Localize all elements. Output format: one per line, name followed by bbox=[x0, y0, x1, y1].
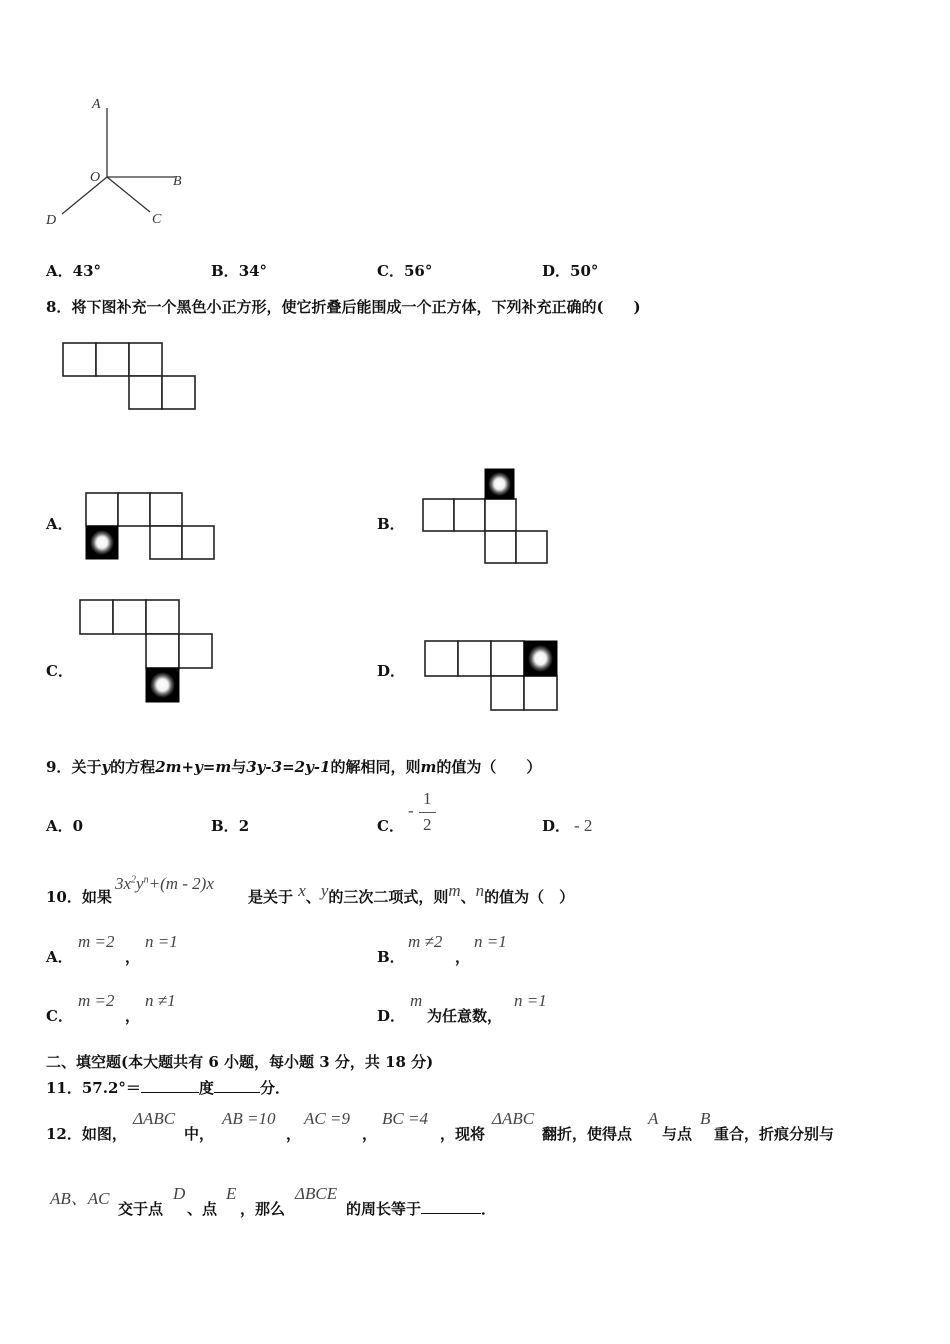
point-label-o: O bbox=[90, 170, 101, 185]
text: 度 bbox=[198, 1079, 214, 1097]
q7-option-c[interactable] bbox=[377, 260, 432, 281]
var-m: m bbox=[420, 758, 437, 776]
option-value: 50° bbox=[570, 262, 599, 280]
fraction-numerator: 1 bbox=[423, 789, 432, 808]
text: 分． bbox=[259, 1079, 290, 1097]
q12-point-a: A bbox=[648, 1109, 659, 1128]
text: 的三次二项式，则 bbox=[328, 888, 449, 906]
q10-option-b-comma: ， bbox=[455, 948, 471, 966]
q10-stem bbox=[248, 881, 575, 907]
option-letter: B． bbox=[211, 817, 239, 835]
q12-triangle-abc: ΔABC bbox=[133, 1109, 176, 1128]
text: 的值为（ ） bbox=[484, 888, 575, 906]
q10-option-b-p2: n =1 bbox=[474, 932, 507, 951]
q10-option-b-p1: m ≠2 bbox=[408, 932, 443, 951]
expr-term: y bbox=[136, 874, 144, 893]
fraction-denominator: 2 bbox=[423, 815, 432, 834]
question-text: 将下图补充一个黑色小正方形，使它折叠后能围成一个正方体，下列补充正确的( ) bbox=[71, 298, 641, 316]
text: 的解相同，则 bbox=[330, 758, 421, 776]
q12-text: 重合，折痕分别与 bbox=[714, 1125, 835, 1143]
q12-text: 、点 bbox=[187, 1200, 218, 1218]
q12-triangle-bce: ΔBCE bbox=[295, 1184, 338, 1203]
q10-option-d-mid: 为任意数， bbox=[427, 1007, 503, 1025]
q10-option-d-p1: m bbox=[410, 991, 423, 1010]
point-label-b: B bbox=[173, 174, 182, 189]
q11-stem bbox=[46, 1077, 290, 1098]
question-number: 11． bbox=[46, 1079, 82, 1097]
option-letter: D． bbox=[542, 817, 571, 835]
answer-blank-perimeter[interactable] bbox=[421, 1213, 481, 1214]
point-label-d: D bbox=[46, 213, 57, 228]
q8-option-b-net[interactable] bbox=[422, 468, 552, 568]
q10-option-c[interactable]: C． bbox=[46, 1007, 73, 1025]
q12-point-e: E bbox=[226, 1184, 237, 1203]
option-letter: B． bbox=[211, 262, 239, 280]
q12-comma: ， bbox=[362, 1125, 378, 1143]
text: 、 bbox=[305, 888, 321, 906]
q12-ab-ac: AB、AC bbox=[50, 1189, 110, 1208]
equation-2: 3y-3=2y-1 bbox=[246, 758, 331, 776]
q9-stem bbox=[46, 756, 541, 777]
q12-point-d: D bbox=[173, 1184, 186, 1203]
text: 的方程 bbox=[110, 758, 156, 776]
q10-option-b[interactable]: B． bbox=[377, 948, 405, 966]
ray-oc bbox=[107, 177, 150, 212]
q10-option-c-p2: n ≠1 bbox=[145, 991, 176, 1010]
option-letter: C． bbox=[377, 817, 404, 835]
q12-text: 与点 bbox=[662, 1125, 693, 1143]
angle-figure bbox=[40, 90, 200, 235]
exponent: n bbox=[143, 874, 149, 886]
question-number: 12． bbox=[46, 1125, 82, 1143]
option-value: 56° bbox=[403, 262, 433, 280]
q9-option-a[interactable] bbox=[46, 815, 83, 836]
text: 的周长等于 bbox=[346, 1200, 422, 1218]
q9-option-c[interactable] bbox=[377, 815, 404, 836]
q12-ac: AC =9 bbox=[304, 1109, 350, 1128]
equation-1: 2m+y=m bbox=[155, 758, 232, 776]
q12-text: ，那么 bbox=[240, 1200, 286, 1218]
q10-option-d[interactable]: D． bbox=[377, 1007, 406, 1025]
expr-term: +(m - 2)x bbox=[148, 874, 214, 893]
q7-option-d[interactable] bbox=[542, 260, 598, 281]
q10-expression bbox=[115, 874, 214, 894]
q10-option-c-p1: m =2 bbox=[78, 991, 115, 1010]
q8-base-net bbox=[62, 342, 202, 414]
q9-option-b[interactable] bbox=[211, 815, 249, 836]
point-label-a: A bbox=[92, 97, 101, 112]
q12-comma: ， bbox=[286, 1125, 302, 1143]
text: 关于 bbox=[71, 758, 102, 776]
point-label-c: C bbox=[152, 212, 162, 227]
var-x: x bbox=[298, 881, 306, 900]
section-title: 二、填空题(本大题共有 6 小题，每小题 3 分，共 18 分) bbox=[46, 1053, 434, 1071]
q10-option-a[interactable]: A． bbox=[46, 948, 73, 966]
q12-point-b: B bbox=[700, 1109, 711, 1128]
option-letter: A． bbox=[46, 817, 73, 835]
ray-od bbox=[62, 177, 107, 214]
q12-triangle-abc-2: ΔABC bbox=[492, 1109, 535, 1128]
exponent: 2 bbox=[131, 874, 137, 886]
var-y: y bbox=[320, 881, 329, 900]
q8-option-b-label[interactable]: B． bbox=[377, 515, 405, 533]
fraction-bar bbox=[419, 812, 436, 813]
q8-option-c-net[interactable] bbox=[79, 599, 219, 709]
text: ． bbox=[481, 1200, 497, 1218]
expr-term: 3x bbox=[115, 874, 132, 893]
option-value: 34° bbox=[238, 262, 268, 280]
option-letter: A． bbox=[46, 262, 73, 280]
q9-option-c-sign: - bbox=[408, 801, 414, 820]
option-value: 0 bbox=[72, 817, 84, 835]
q12-text: 中， bbox=[184, 1125, 215, 1143]
option-letter: D． bbox=[542, 262, 571, 280]
answer-blank-minute[interactable] bbox=[214, 1092, 260, 1093]
var-n: n bbox=[475, 881, 485, 900]
q7-option-a[interactable] bbox=[46, 260, 101, 281]
text: 57.2°＝ bbox=[81, 1079, 141, 1097]
q10-option-a-p2: n =1 bbox=[145, 932, 178, 951]
text: 是关于 bbox=[248, 888, 294, 906]
question-number: 8． bbox=[46, 298, 72, 316]
q9-option-d-value: - 2 bbox=[574, 816, 593, 835]
option-value: 43° bbox=[72, 262, 102, 280]
q8-option-d-label[interactable]: D． bbox=[377, 662, 406, 680]
q12-text: ，现将 bbox=[440, 1125, 486, 1143]
question-number: 10． bbox=[46, 888, 82, 906]
q7-option-b[interactable] bbox=[211, 260, 267, 281]
q10-option-d-p2: n =1 bbox=[514, 991, 547, 1010]
text: 与 bbox=[231, 758, 247, 776]
text: 、 bbox=[460, 888, 476, 906]
q10-option-c-comma: ， bbox=[125, 1007, 141, 1025]
text: 如图， bbox=[81, 1125, 127, 1143]
option-value: 2 bbox=[238, 817, 250, 835]
q8-option-a-net[interactable] bbox=[85, 492, 220, 564]
q12-ab: AB =10 bbox=[222, 1109, 276, 1128]
q8-option-d-net[interactable] bbox=[424, 640, 564, 714]
q12-text: 翻折，使得点 bbox=[542, 1125, 633, 1143]
answer-blank-degree[interactable] bbox=[141, 1092, 199, 1093]
q8-stem bbox=[46, 296, 641, 317]
option-letter: C． bbox=[377, 262, 404, 280]
q8-option-c-label[interactable]: C． bbox=[46, 662, 73, 680]
q10-lead bbox=[46, 886, 112, 907]
q10-option-a-comma: ， bbox=[125, 948, 141, 966]
q9-option-d[interactable] bbox=[542, 815, 570, 836]
q10-option-a-p1: m =2 bbox=[78, 932, 115, 951]
q12-tail bbox=[346, 1198, 496, 1219]
var-m: m bbox=[448, 881, 461, 900]
q12-text: 交于点 bbox=[118, 1200, 164, 1218]
q8-option-a-label[interactable]: A． bbox=[46, 515, 73, 533]
q12-bc: BC =4 bbox=[382, 1109, 428, 1128]
q12-number bbox=[46, 1123, 127, 1144]
text: 的值为（ ） bbox=[436, 758, 542, 776]
var-y: y bbox=[101, 758, 111, 776]
text: 如果 bbox=[81, 888, 112, 906]
question-number: 9． bbox=[46, 758, 72, 776]
